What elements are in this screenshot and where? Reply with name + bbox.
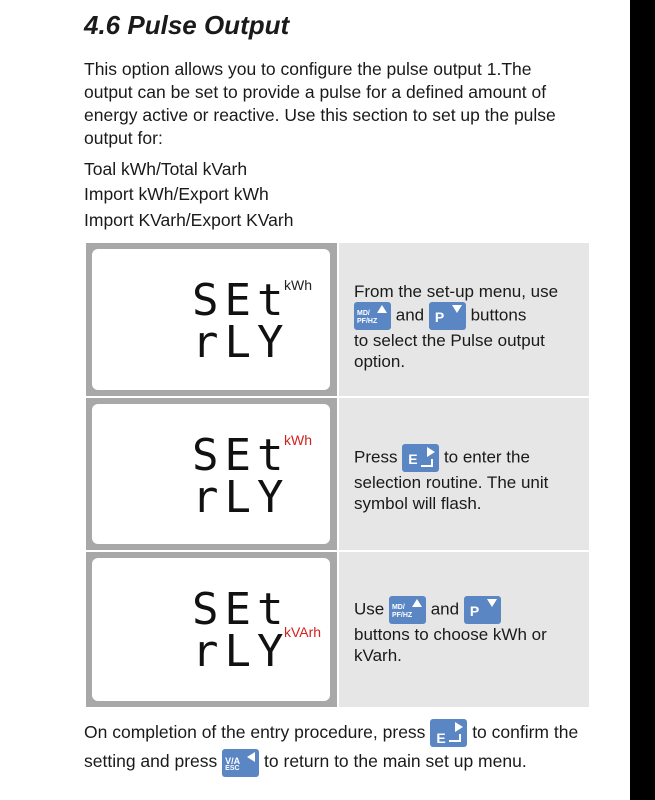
- footer-text: to return to the main set up menu.: [264, 751, 527, 772]
- va-esc-button: V/A ESC: [222, 749, 259, 777]
- down-arrow-icon: [487, 599, 497, 607]
- meter-display: [92, 404, 330, 544]
- meter-display: [92, 249, 330, 390]
- step-text: buttons: [470, 305, 527, 325]
- unit-symbol: kWh: [284, 277, 312, 293]
- option-item: Toal kWh/Total kVarh: [84, 159, 248, 179]
- option-item: Import KVarh/Export KVarh: [84, 210, 294, 230]
- section-heading: 4.6 Pulse Output: [84, 10, 290, 40]
- left-arrow-icon: [247, 752, 255, 762]
- p-down-button: P: [429, 302, 466, 330]
- meter-display-frame: [86, 398, 337, 550]
- intro-paragraph: This option allows you to configure the pulse output 1.The output can be set to provide a pulse for a defined amount of energy active or reactive. Use this section to set up the pulse output for:: [84, 59, 556, 148]
- enter-icon: [449, 734, 461, 742]
- display-line-1: SEt: [192, 275, 290, 326]
- up-arrow-icon: [412, 599, 422, 607]
- step-description: [339, 398, 589, 550]
- footer-paragraph: [84, 718, 604, 777]
- display-line-1: SEt: [192, 430, 290, 481]
- step-row: [86, 398, 589, 550]
- right-arrow-icon: [427, 447, 435, 457]
- step-text: and: [395, 305, 425, 325]
- e-enter-button: E: [402, 444, 439, 472]
- step-text: and: [430, 599, 460, 619]
- e-enter-button: E: [430, 719, 467, 747]
- step-description: [339, 552, 589, 707]
- meter-display: [92, 558, 330, 701]
- display-line-2: rLY: [192, 472, 290, 523]
- step-text: to select the Pulse output option.: [354, 331, 545, 371]
- step-row: [86, 243, 589, 396]
- md-pfhz-up-button: MD/ PF/HZ: [354, 302, 391, 330]
- step-row: [86, 552, 589, 707]
- page-edge-bar: [630, 0, 655, 800]
- meter-display-frame: [86, 243, 337, 396]
- step-text: buttons to choose kWh or kVarh.: [354, 625, 547, 665]
- steps-table: [86, 243, 589, 707]
- unit-symbol: kWh: [284, 432, 312, 448]
- unit-symbol: kVArh: [284, 624, 322, 640]
- p-down-button: P: [464, 596, 501, 624]
- meter-display-frame: [86, 552, 337, 707]
- display-line-1: SEt: [192, 584, 290, 635]
- footer-text: On completion of the entry procedure, press: [84, 722, 426, 742]
- step-text: Press: [354, 447, 398, 467]
- step-text: to enter the selection routine. The unit symbol will flash.: [354, 447, 549, 513]
- option-item: Import kWh/Export kWh: [84, 184, 269, 204]
- step-text: Use: [354, 599, 385, 619]
- footer-text: to confirm the setting and press: [84, 722, 579, 772]
- step-description: [339, 243, 589, 396]
- enter-icon: [421, 459, 433, 467]
- display-line-2: rLY: [192, 626, 290, 677]
- up-arrow-icon: [377, 305, 387, 313]
- step-text: From the set-up menu, use: [354, 282, 559, 301]
- down-arrow-icon: [452, 305, 462, 313]
- right-arrow-icon: [455, 722, 463, 732]
- display-line-2: rLY: [192, 317, 290, 368]
- md-pfhz-up-button: MD/ PF/HZ: [389, 596, 426, 624]
